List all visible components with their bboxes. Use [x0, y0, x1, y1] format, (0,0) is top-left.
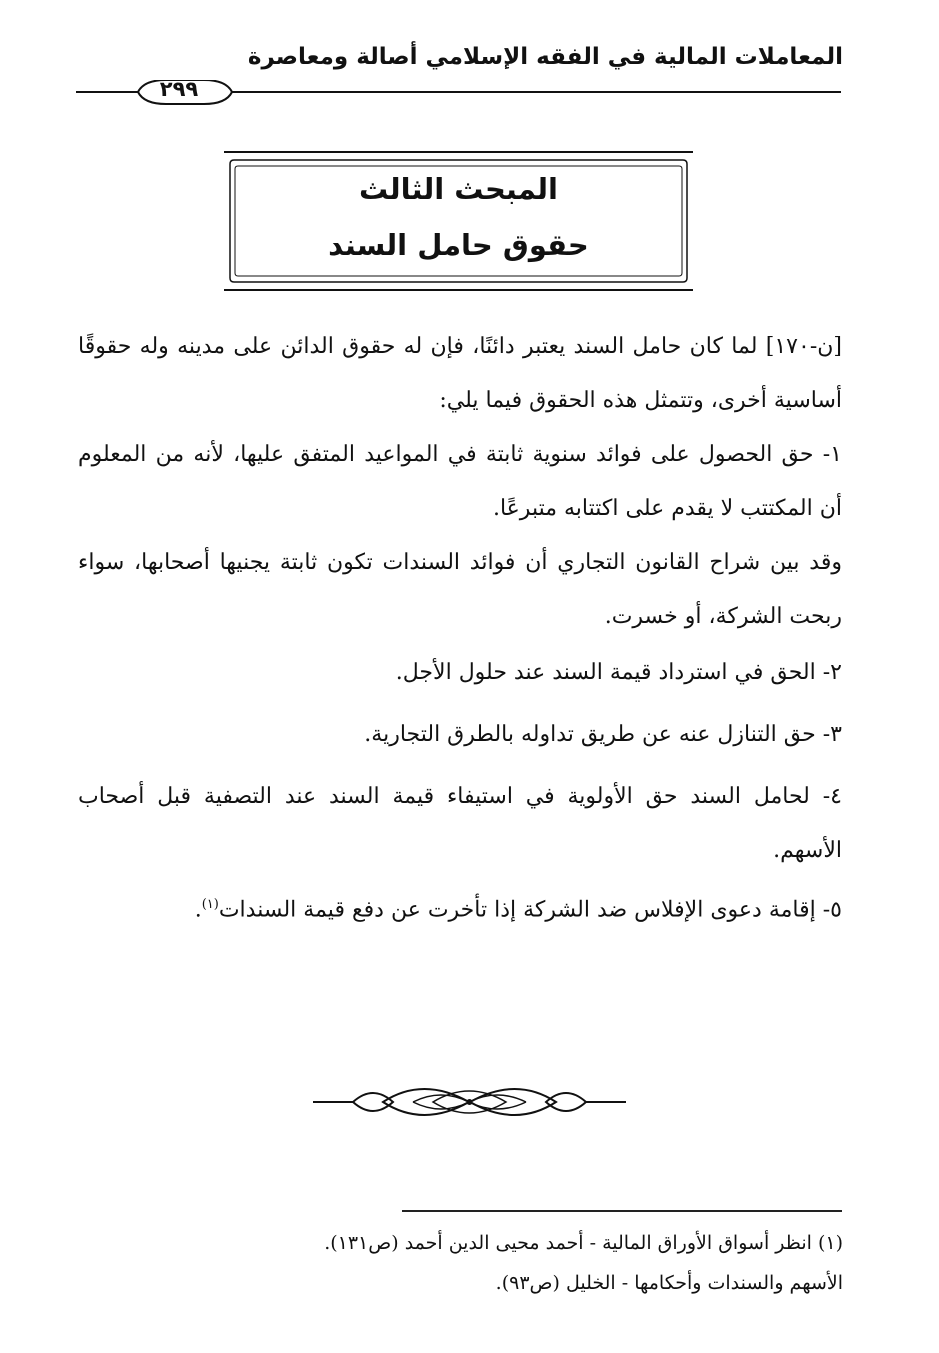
running-title: المعاملات المالية في الفقه الإسلامي أصالة ومعاصرة	[247, 44, 843, 70]
list-item-1: ١- حق الحصول على فوائد سنوية ثابتة في المواعيد المتفق عليها، لأنه من المعلوم أن المكتتب لا يقدم على اكتتابه متبرعًا.	[78, 442, 842, 521]
list-item-2: ٢- الحق في استرداد قيمة السند عند حلول الأجل.	[395, 660, 842, 685]
decorative-separator-ornament	[313, 1078, 626, 1126]
footnote-1: (١) انظر أسواق الأوراق المالية - أحمد محيى الدين أحمد (ص١٣١).	[324, 1232, 843, 1254]
list-item-5	[78, 878, 842, 937]
footnote-1-continued: الأسهم والسندات وأحكامها - الخليل (ص٩٣).	[495, 1272, 843, 1294]
list-item-5-text: ٥- إقامة دعوى الإفلاس ضد الشركة إذا تأخرت عن دفع قيمة السندات	[218, 897, 842, 923]
footnote-rule	[402, 1210, 842, 1212]
list-item-4: ٤- لحامل السند حق الأولوية في استيفاء قيمة السند عند التصفية قبل أصحاب الأسهم.	[78, 784, 842, 863]
page-number: ٢٩٩	[159, 77, 199, 101]
section-subheading: حقوق حامل السند	[328, 228, 589, 262]
section-heading: المبحث الثالث	[359, 172, 558, 206]
list-item-5-end: .	[194, 897, 202, 923]
footnote-marker: (١)	[201, 897, 219, 912]
list-item-3: ٣- حق التنازل عنه عن طريق تداوله بالطرق التجارية.	[364, 722, 842, 747]
commentary-paragraph: وقد بين شراح القانون التجاري أن فوائد السندات تكون ثابتة يجنيها أصحابها، سواء ربحت الشركة، أو خسرت.	[78, 550, 842, 629]
intro-paragraph: [ن-١٧٠] لما كان حامل السند يعتبر دائنًا، فإن له حقوق الدائن على مدينه وله حقوقًا أساسية أخرى، وتتمثل هذه الحقوق فيما يلي:	[78, 334, 842, 413]
